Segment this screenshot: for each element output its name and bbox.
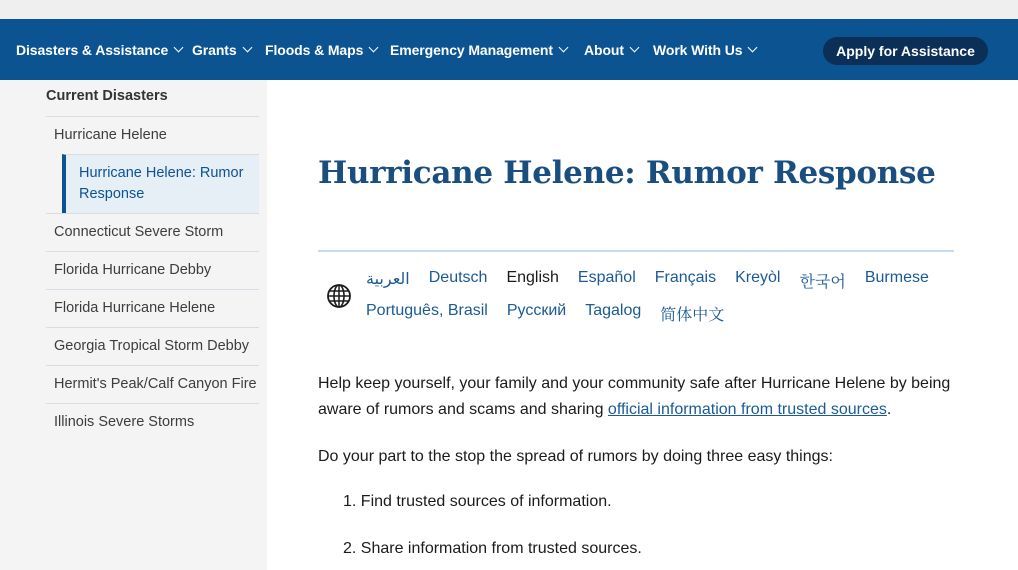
intro-text: Help keep yourself, your family and your community safe after Hurricane Helene by being aware of rumors and scams and sharing [318,375,951,418]
main-navigation [0,19,1018,80]
sidebar-item-illinois-severe-storms[interactable]: Illinois Severe Storms [46,403,259,441]
nav-grants[interactable] [192,19,251,80]
browser-top-strip [0,0,1018,19]
language-link-burmese[interactable]: Burmese [864,269,929,286]
chevron-down-icon [242,43,252,53]
sidebar-heading: Current Disasters [46,88,168,104]
apply-for-assistance-button[interactable]: Apply for Assistance [823,37,988,65]
page-title: Hurricane Helene: Rumor Response [318,155,936,191]
language-link-korean[interactable]: 한국어 [799,274,846,291]
language-link-russian[interactable]: Русский [506,302,567,319]
language-link-haitian-creole[interactable]: Kreyòl [735,269,781,286]
language-link-portuguese[interactable]: Português, Brasil [366,302,488,319]
language-link-french[interactable]: Français [654,269,717,286]
nav-floods-maps[interactable] [265,19,377,80]
nav-disasters-assistance[interactable] [16,19,182,80]
language-current-english: English [506,269,559,286]
language-link-spanish[interactable]: Español [577,269,636,286]
language-list-row-1 [366,269,929,292]
chevron-down-icon [629,43,639,53]
nav-about[interactable] [584,19,638,80]
language-link-tagalog[interactable]: Tagalog [585,302,642,319]
nav-emergency-management[interactable] [390,19,567,80]
globe-icon [326,283,352,309]
nav-label: Emergency Management [390,41,553,58]
divider [318,250,954,252]
list-item: 1. Find trusted sources of information. [343,493,612,510]
sidebar-item-rumor-response[interactable]: Hurricane Helene: Rumor Response [62,154,259,213]
intro-end: . [886,401,892,418]
nav-label: About [584,41,624,58]
nav-label: Disasters & Assistance [16,41,169,58]
nav-label: Work With Us [653,41,743,58]
chevron-down-icon [559,43,569,53]
sidebar-item-florida-hurricane-helene[interactable]: Florida Hurricane Helene [46,289,259,327]
sidebar-item-georgia-tropical-storm-debby[interactable]: Georgia Tropical Storm Debby [46,327,259,365]
language-link-german[interactable]: Deutsch [428,269,488,286]
sidebar-item-hurricane-helene[interactable]: Hurricane Helene [46,116,259,154]
chevron-down-icon [748,43,758,53]
chevron-down-icon [174,43,184,53]
nav-label: Grants [192,41,237,58]
sidebar-item-connecticut-severe-storm[interactable]: Connecticut Severe Storm [46,213,259,251]
language-link-arabic[interactable]: العربية [366,271,410,288]
official-information-link[interactable]: official information from trusted sources [607,401,887,418]
intro-paragraph [318,371,968,423]
sidebar-item-hermits-peak-fire[interactable]: Hermit's Peak/Calf Canyon Fire [46,365,259,403]
nav-work-with-us[interactable] [653,19,756,80]
sidebar-nav-list [46,116,259,441]
language-list-row-2 [366,302,724,325]
sidebar-item-florida-hurricane-debby[interactable]: Florida Hurricane Debby [46,251,259,289]
language-link-simplified-chinese[interactable]: 简体中文 [660,307,725,324]
steps-intro: Do your part to the stop the spread of rumors by doing three easy things: [318,448,833,465]
list-item: 2. Share information from trusted sources. [343,540,642,557]
nav-label: Floods & Maps [265,41,364,58]
chevron-down-icon [369,43,379,53]
